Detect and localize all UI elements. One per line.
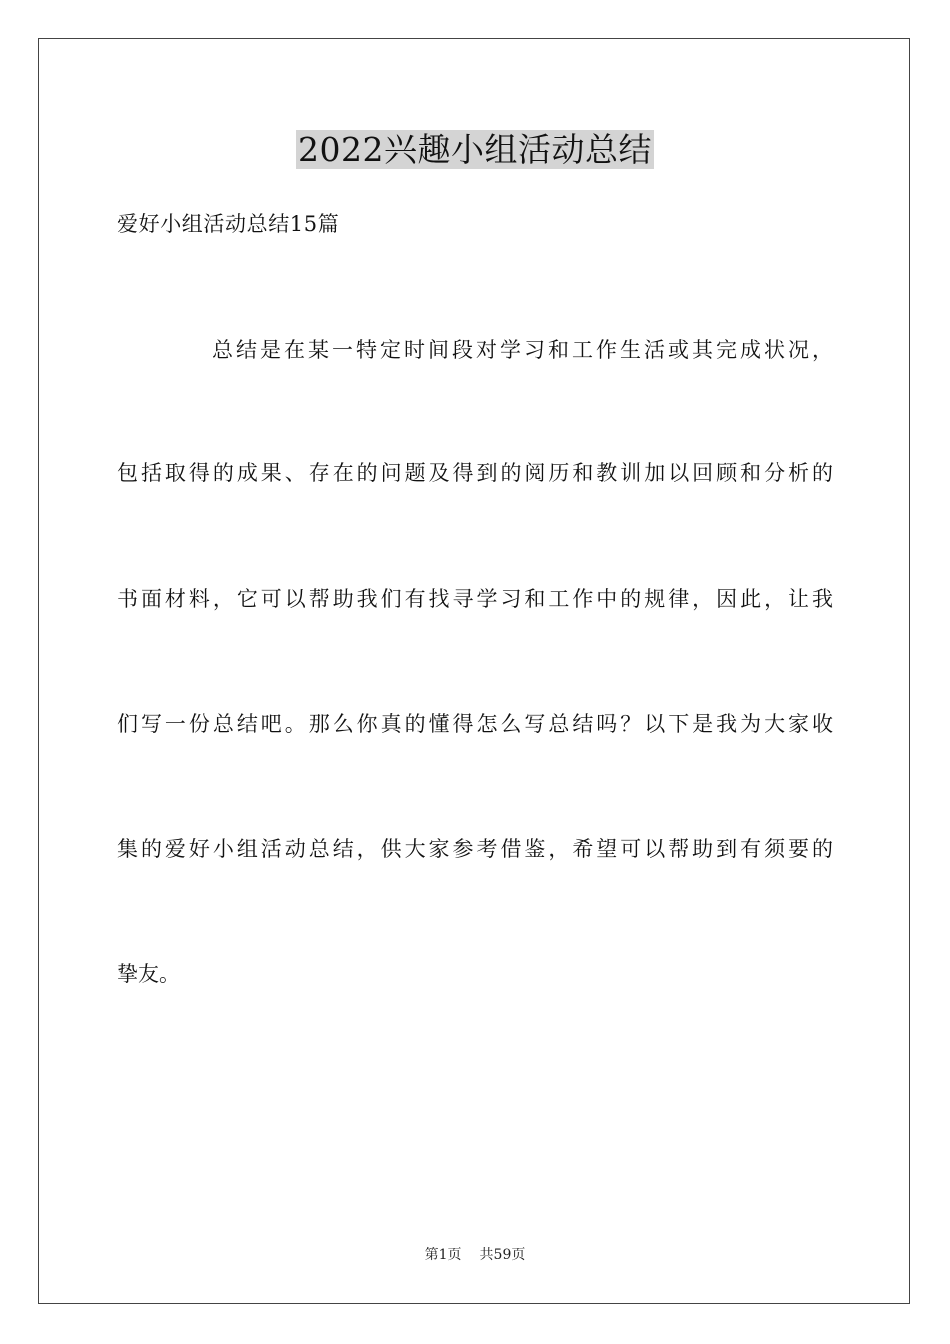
page-footer [0, 1245, 950, 1265]
document-title-text: 2022兴趣小组活动总结 [298, 130, 652, 169]
paragraph-line-4: 们写一份总结吧。那么你真的懂得怎么写总结吗？以下是我为大家收 [117, 712, 833, 736]
paragraph-line-5: 集的爱好小组活动总结，供大家参考借鉴，希望可以帮助到有须要的 [117, 837, 833, 861]
paragraph-line-2: 包括取得的成果、存在的问题及得到的阅历和教训加以回顾和分析的 [117, 461, 833, 485]
document-title [0, 128, 950, 172]
total-pages: 共59页 [479, 1247, 526, 1263]
paragraph-line-3: 书面材料，它可以帮助我们有找寻学习和工作中的规律，因此，让我 [117, 587, 833, 611]
document-subtitle: 爱好小组活动总结15篇 [117, 212, 340, 236]
paragraph-line-1: 总结是在某一特定时间段对学习和工作生活或其完成状况， [212, 338, 833, 362]
paragraph-line-6: 挚友。 [117, 962, 180, 986]
page-number: 第1页 [424, 1247, 462, 1263]
